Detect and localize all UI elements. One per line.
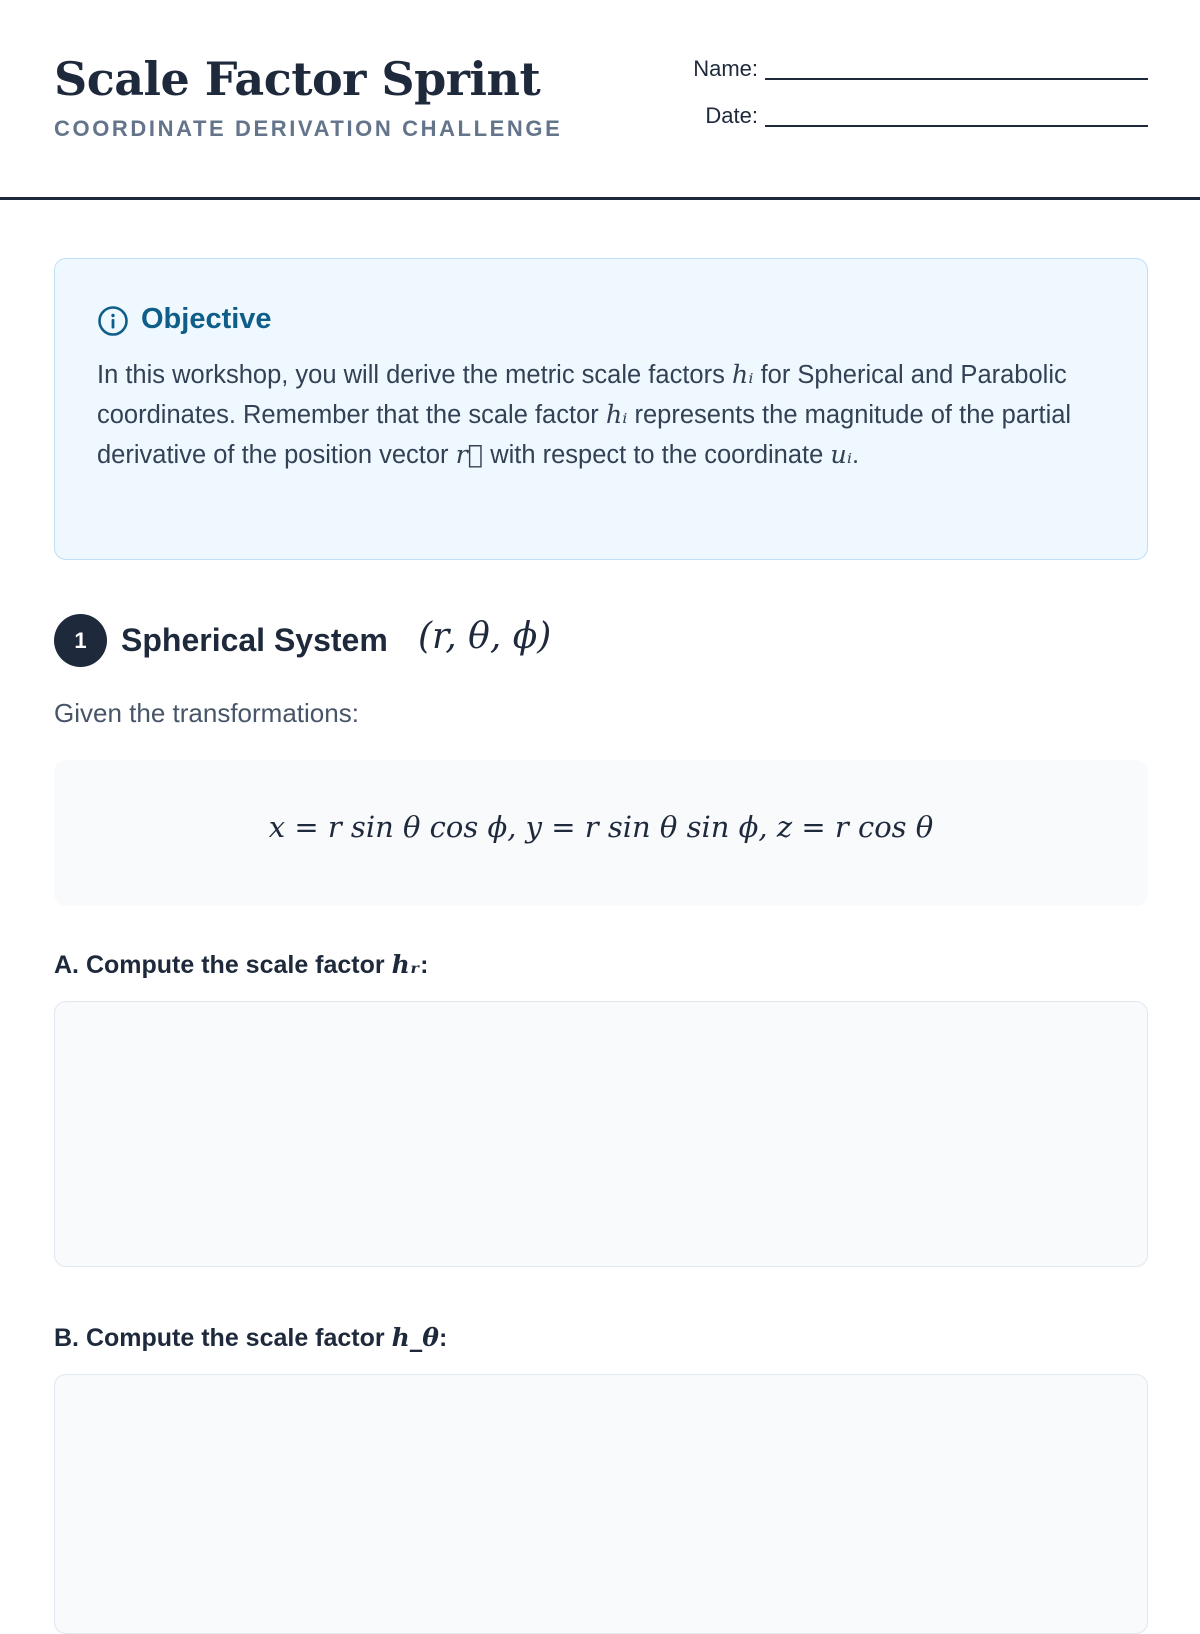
- section-number-badge: 1: [54, 614, 107, 667]
- objective-box: [54, 258, 1148, 560]
- section-intro: Given the transformations:: [54, 698, 359, 728]
- answer-box-b[interactable]: [54, 1374, 1148, 1634]
- math-h-r: hᵣ: [391, 950, 421, 979]
- name-line[interactable]: [765, 78, 1148, 80]
- transformation-formula: x = r sin θ cos ϕ, y = r sin θ sin ϕ, z = r cos θ: [268, 810, 934, 844]
- date-field[interactable]: [640, 103, 1148, 133]
- page-title: Scale Factor Sprint: [54, 52, 541, 106]
- math-u-i: uᵢ: [830, 440, 852, 470]
- section-title: Spherical System: [121, 622, 388, 658]
- answer-box-a[interactable]: [54, 1001, 1148, 1267]
- objective-heading: Objective: [141, 303, 272, 335]
- name-field[interactable]: [640, 56, 1148, 86]
- math-r-vector: r⃗: [455, 440, 484, 470]
- math-h-theta: h_θ: [391, 1323, 439, 1352]
- date-line[interactable]: [765, 125, 1148, 127]
- name-label: Name:: [693, 56, 758, 81]
- question-a-label: A. Compute the scale factor hᵣ:: [54, 950, 429, 979]
- math-h-i: hᵢ: [605, 400, 628, 430]
- question-b-label: B. Compute the scale factor h_θ:: [54, 1323, 448, 1352]
- page-header: [0, 0, 1200, 200]
- info-icon: [97, 305, 129, 337]
- section-variables: (r, θ, ϕ): [418, 616, 552, 657]
- date-label: Date:: [705, 103, 758, 128]
- math-h-i: hᵢ: [731, 360, 754, 390]
- objective-text: In this workshop, you will derive the metric scale factors hᵢ for Spherical and Parabolic coordinates. Remember that the scale factor hᵢ represents the magnitude of the partial derivative of the position vector r⃗ with respect to the coordinate uᵢ.: [97, 360, 1072, 470]
- page-subtitle: COORDINATE DERIVATION CHALLENGE: [54, 116, 563, 141]
- formula-box: [54, 760, 1148, 906]
